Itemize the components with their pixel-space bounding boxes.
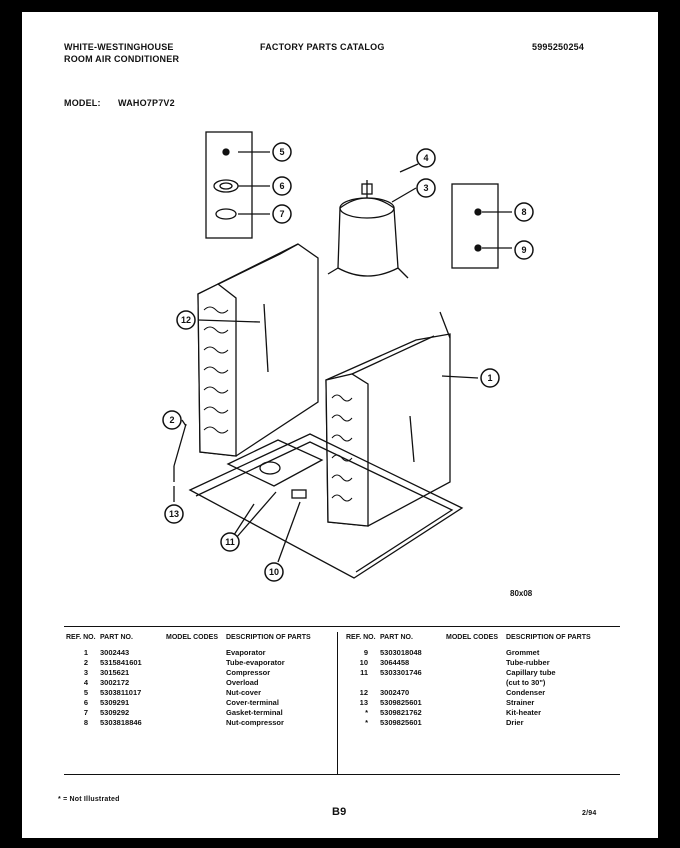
part-number-cell: 5309292 [100, 708, 130, 717]
part-number-cell: 5309821762 [380, 708, 422, 717]
callout-6: 6 [279, 181, 285, 191]
description-cell: Overload [226, 678, 259, 687]
callout-12: 12 [180, 315, 192, 325]
table-row [346, 648, 610, 658]
ref-cell: 8 [83, 718, 88, 727]
model-code-cell [446, 698, 506, 708]
footnote: * = Not Illustrated [58, 796, 120, 803]
part-number-cell: 5315841601 [100, 658, 142, 667]
callout-10: 10 [268, 567, 280, 577]
brand-line-2: ROOM AIR CONDITIONER [64, 54, 180, 64]
part-number-cell: 3064458 [380, 658, 410, 667]
ref-cell: 11 [360, 668, 368, 677]
col-part: PART NO. [380, 634, 413, 641]
description-cell: Cover-terminal [226, 698, 279, 707]
description-cell: Gasket-terminal [226, 708, 283, 717]
table-row [346, 698, 610, 708]
callout-1: 1 [487, 373, 493, 383]
table-row [66, 658, 330, 668]
model-code-cell [446, 678, 506, 688]
tube-rubber [292, 490, 306, 498]
col-ref: REF. NO. [346, 634, 376, 641]
model-code-cell [446, 688, 506, 698]
model-code-cell [166, 698, 226, 708]
description-cell: Kit-heater [506, 708, 542, 717]
model-code-cell [166, 678, 226, 688]
part-number-cell: 5309825601 [380, 718, 422, 727]
part-number-cell: 3002470 [380, 688, 410, 697]
col-model: MODEL CODES [446, 634, 498, 641]
description-cell: Capillary tube [506, 668, 556, 677]
table-row [346, 708, 610, 718]
callout-4: 4 [423, 153, 429, 163]
col-part: PART NO. [100, 634, 133, 641]
description-cell: (cut to 30") [506, 678, 546, 687]
ref-cell: 9 [363, 648, 368, 657]
model-code-cell [446, 648, 506, 658]
table-row [66, 678, 330, 688]
callout-7: 7 [279, 209, 285, 219]
description-cell: Tube-evaporator [226, 658, 285, 667]
description-cell: Evaporator [226, 648, 266, 657]
description-cell: Compressor [226, 668, 271, 677]
part-number-cell: 5303818846 [100, 718, 142, 727]
description-cell: Nut-compressor [226, 718, 284, 727]
ref-cell: * [365, 718, 368, 727]
model-code-cell [166, 668, 226, 678]
callout-11: 11 [225, 537, 235, 547]
parts-table-right [346, 634, 610, 728]
callout-2: 2 [169, 415, 175, 425]
ref-cell: 3 [83, 668, 88, 677]
part-number-cell: 3002172 [100, 678, 130, 687]
model-label: MODEL: [64, 98, 101, 108]
part-number-cell: 5303811017 [100, 688, 142, 697]
table-row [66, 688, 330, 698]
col-ref: REF. NO. [66, 634, 96, 641]
callout-13: 13 [168, 509, 180, 519]
table-row [66, 708, 330, 718]
ref-cell: 12 [359, 688, 368, 697]
part-number-cell: 3015621 [100, 668, 130, 677]
part-number-cell: 5309291 [100, 698, 130, 707]
table-top-rule [64, 626, 620, 627]
description-cell: Tube-rubber [506, 658, 550, 667]
model-code-cell [166, 718, 226, 728]
ref-cell: * [365, 708, 368, 717]
parts-catalog-page [22, 12, 658, 838]
description-cell: Drier [506, 718, 524, 727]
table-bottom-rule [64, 774, 620, 775]
table-row [66, 698, 330, 708]
brand-line-1: WHITE-WESTINGHOUSE [64, 42, 174, 52]
table-row [346, 668, 610, 678]
parts-table-left [66, 634, 330, 728]
description-cell: Grommet [506, 648, 540, 657]
catalog-title: FACTORY PARTS CATALOG [260, 42, 385, 52]
date-code: 2/94 [582, 810, 597, 817]
description-cell: Condenser [506, 688, 546, 697]
compressor-body [338, 198, 398, 276]
callout-3: 3 [423, 183, 429, 193]
col-model: MODEL CODES [166, 634, 218, 641]
table-row [346, 718, 610, 728]
model-code-cell [446, 718, 506, 728]
table-row [346, 678, 610, 688]
description-cell: Nut-cover [226, 688, 262, 697]
col-desc: DESCRIPTION OF PARTS [506, 634, 591, 641]
figure-code: 80x08 [510, 589, 533, 598]
model-code-cell [446, 658, 506, 668]
part-number-cell [380, 678, 446, 688]
table-divider [337, 632, 338, 774]
ref-cell: 6 [83, 698, 88, 707]
ref-cell: 2 [83, 658, 88, 667]
model-code-cell [446, 708, 506, 718]
ref-cell: 5 [83, 688, 88, 697]
ref-cell: 4 [83, 678, 88, 687]
model-code-cell [166, 648, 226, 658]
ref-cell: 13 [359, 698, 368, 707]
part-number-cell: 5303301746 [380, 668, 422, 677]
model-code-cell [166, 688, 226, 698]
ref-cell: 7 [83, 708, 88, 717]
table-row [66, 648, 330, 658]
callout-9: 9 [521, 245, 527, 255]
callout-5: 5 [279, 147, 285, 157]
model-code-cell [166, 658, 226, 668]
table-row [346, 658, 610, 668]
callout-8: 8 [521, 207, 527, 217]
model-number: WAHO7P7V2 [118, 98, 175, 108]
part-number-cell: 3002443 [100, 648, 130, 657]
catalog-number: 5995250254 [532, 42, 585, 52]
table-row [66, 668, 330, 678]
page-number: B9 [332, 806, 347, 818]
col-desc: DESCRIPTION OF PARTS [226, 634, 311, 641]
part-number-cell: 5309825601 [380, 698, 422, 707]
model-code-cell [446, 668, 506, 678]
ref-cell [346, 678, 380, 688]
part-number-cell: 5303018048 [380, 648, 422, 657]
ref-cell: 10 [359, 658, 368, 667]
grommet-box [452, 184, 498, 268]
model-code-cell [166, 708, 226, 718]
table-row [66, 718, 330, 728]
terminal-parts-box [206, 132, 252, 238]
exploded-parts-diagram [22, 12, 658, 612]
ref-cell: 1 [83, 648, 88, 657]
description-cell: Strainer [506, 698, 535, 707]
table-row [346, 688, 610, 698]
